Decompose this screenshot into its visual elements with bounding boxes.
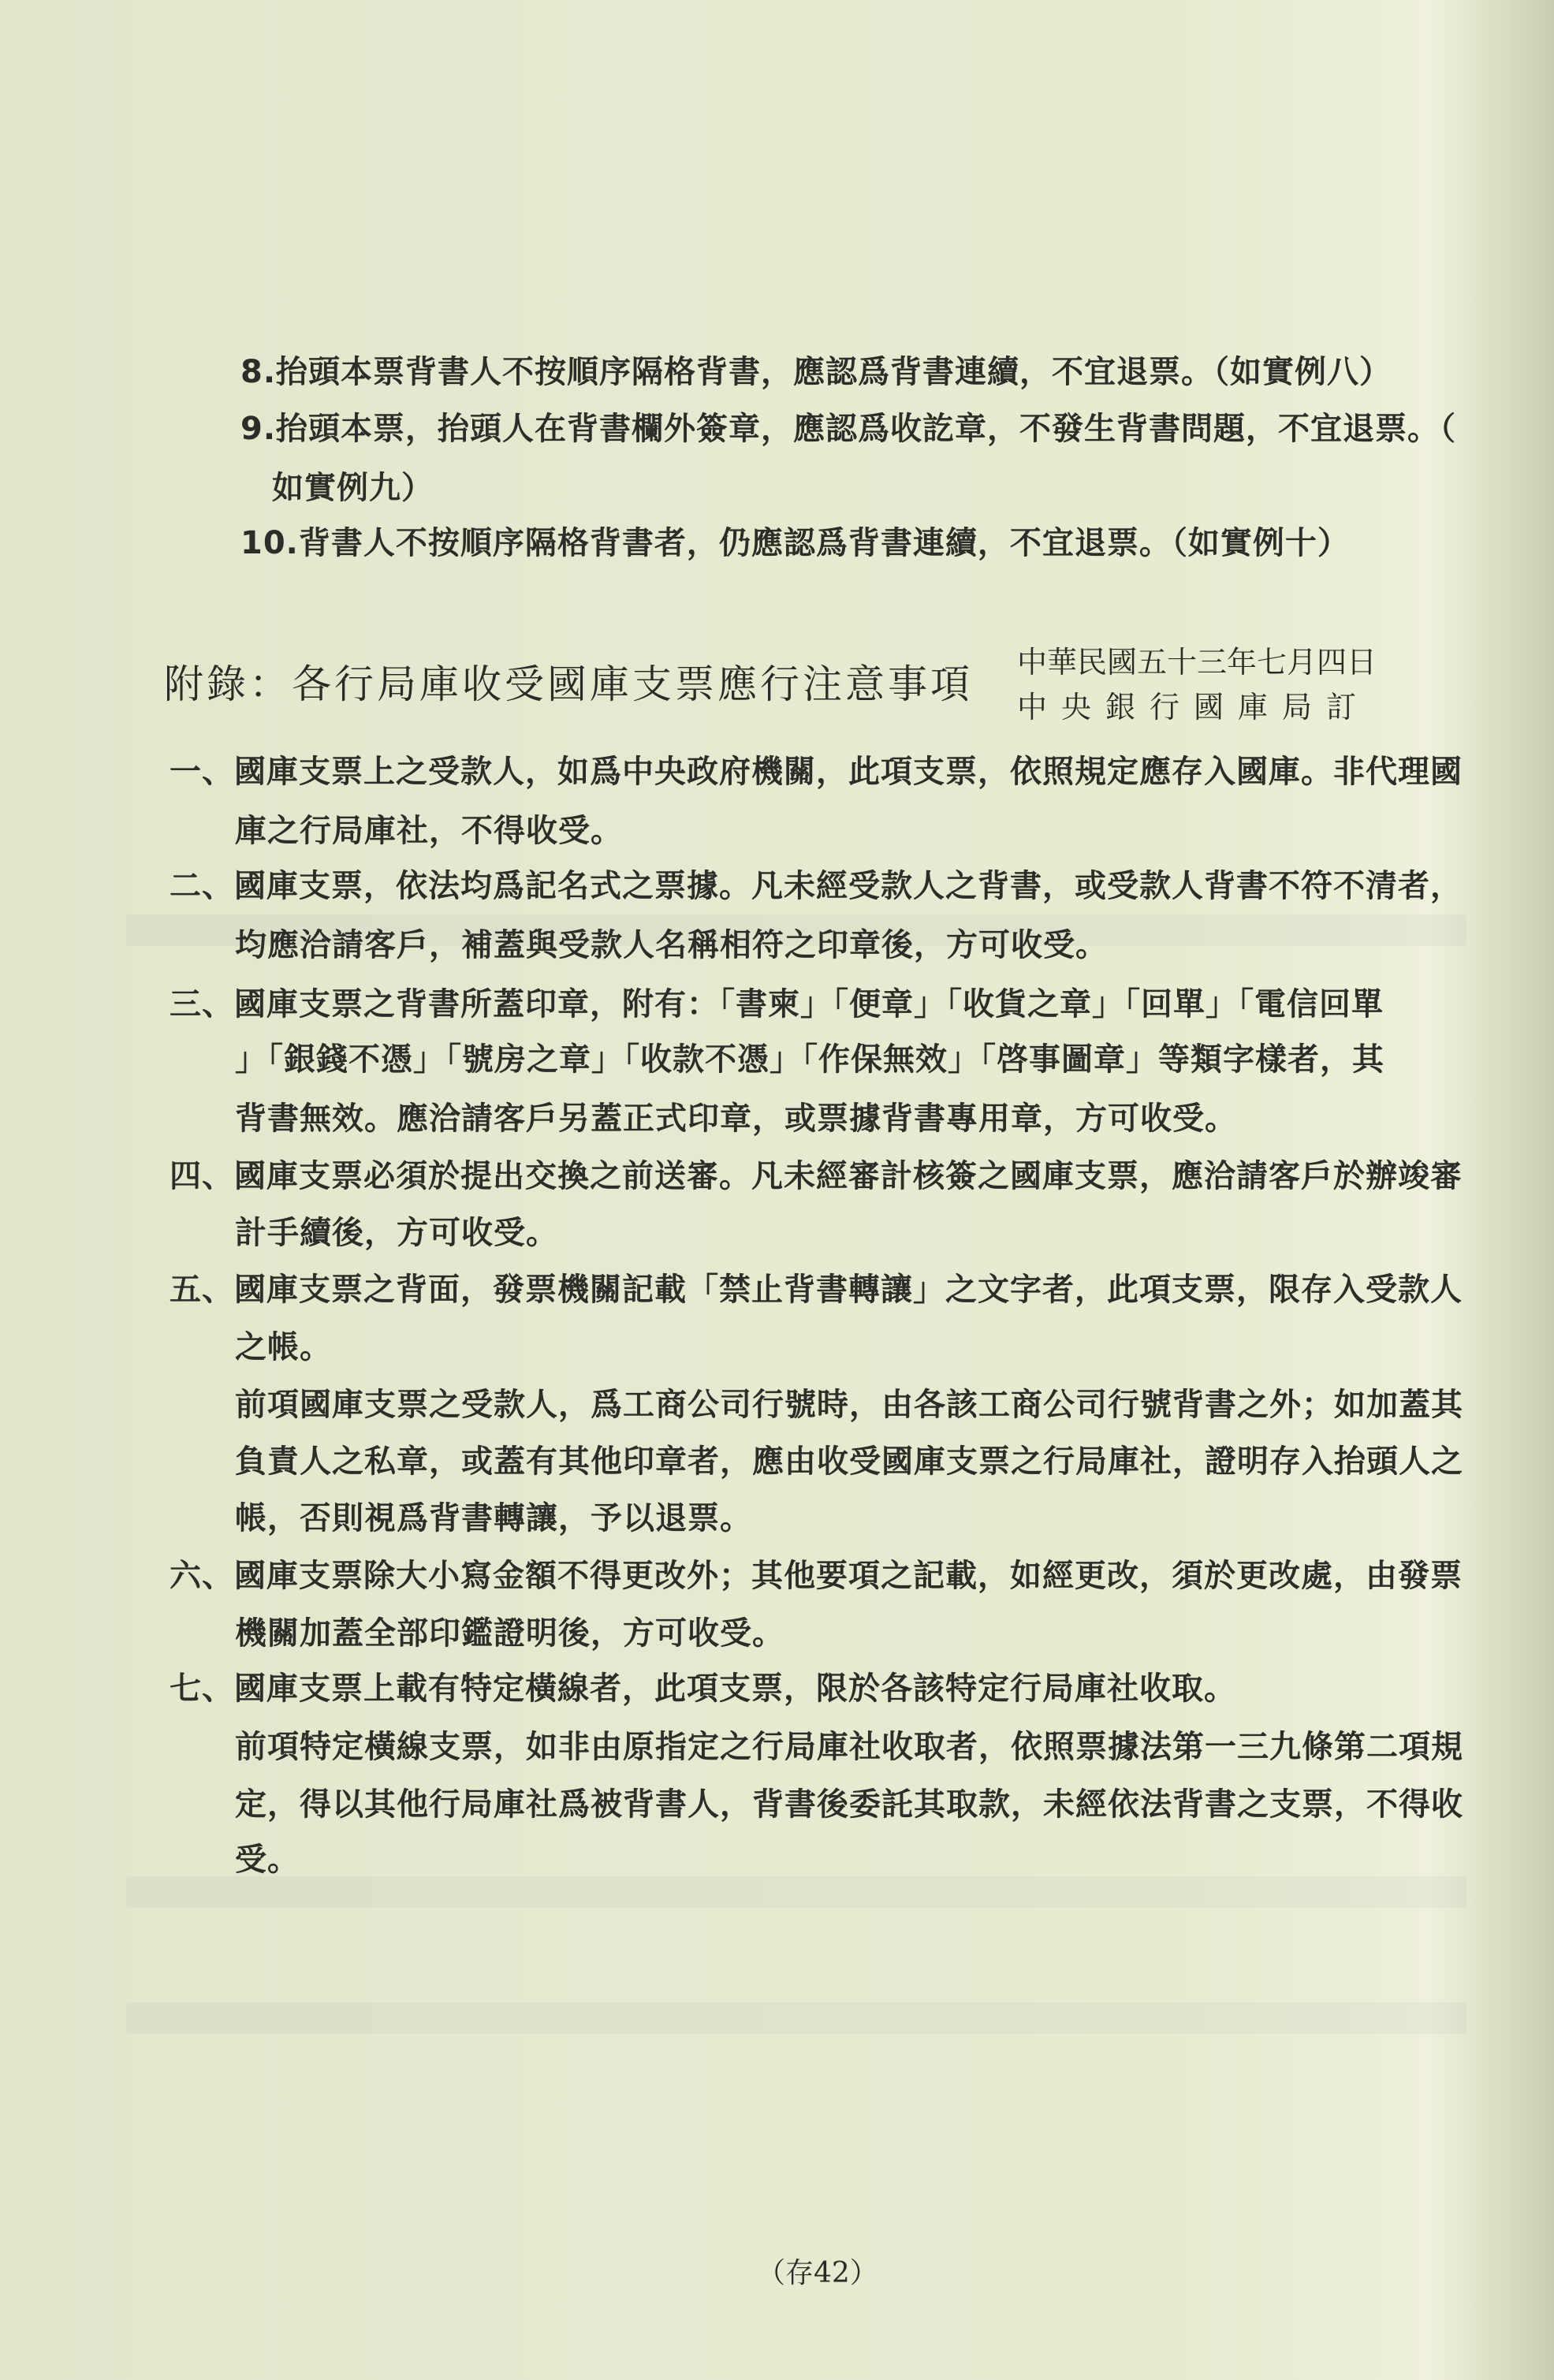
article-number: 六、 — [170, 1558, 234, 1594]
appendix-title: 附錄：各行局庫收受國庫支票應行注意事項 — [164, 661, 973, 707]
item-9 — [240, 410, 1456, 448]
item-8 — [240, 353, 1392, 391]
article-5-sub: 帳，否則視爲背書轉讓，予以退票。 — [235, 1500, 752, 1536]
item-number: 10. — [240, 525, 299, 561]
appendix-date: 中華民國五十三年七月四日 — [1017, 645, 1377, 680]
article-number: 五、 — [170, 1272, 234, 1308]
article-7-sub: 前項特定橫線支票，如非由原指定之行局庫社收取者，依照票據法第一三九條第二項規 — [235, 1729, 1463, 1765]
article-7-sub: 受。 — [235, 1842, 300, 1878]
item-number: 9. — [240, 411, 277, 447]
article-number: 四、 — [170, 1158, 234, 1194]
appendix-issuer: 中央銀行國庫局訂 — [1017, 690, 1371, 724]
article-2-cont: 均應洽請客戶，補蓋與受款人名稱相符之印章後，方可收受。 — [235, 927, 1108, 963]
item-text: 抬頭本票背書人不按順序隔格背書，應認爲背書連續，不宜退票。（如實例八） — [276, 354, 1392, 390]
article-text: 國庫支票上載有特定橫線者，此項支票，限於各該特定行局庫社收取。 — [234, 1670, 1236, 1707]
article-text: 國庫支票之背書所蓋印章，附有：「書柬」「便章」「收貨之章」「回單」「電信回單 — [234, 986, 1384, 1022]
article-7-sub: 定，得以其他行局庫社爲被背書人，背書後委託其取款，未經依法背書之支票，不得收 — [235, 1786, 1463, 1823]
page-number: （存42） — [757, 2257, 878, 2289]
article-5-cont: 之帳。 — [235, 1329, 332, 1365]
article-2 — [170, 867, 1463, 905]
article-4-cont: 計手續後，方可收受。 — [235, 1215, 558, 1251]
article-text: 國庫支票除大小寫金額不得更改外；其他要項之記載，如經更改，須於更改處，由發票 — [234, 1558, 1463, 1594]
bleed-through — [126, 1876, 1466, 1908]
item-number: 8. — [240, 354, 277, 390]
item-10 — [240, 524, 1350, 562]
article-6 — [170, 1557, 1463, 1595]
article-text: 國庫支票必須於提出交換之前送審。凡未經審計核簽之國庫支票，應洽請客戶於辦竣審 — [234, 1158, 1463, 1194]
article-3 — [170, 985, 1384, 1023]
article-text: 國庫支票上之受款人，如爲中央政府機關，此項支票，依照規定應存入國庫。非代理國 — [234, 754, 1463, 790]
article-5 — [170, 1271, 1463, 1309]
article-3-cont: 」「銀錢不憑」「號房之章」「收款不憑」「作保無效」「啓事圖章」等類字樣者，其 — [235, 1041, 1384, 1078]
article-number: 一、 — [170, 754, 234, 790]
article-1 — [170, 753, 1463, 791]
article-7 — [170, 1670, 1236, 1708]
article-5-sub: 負責人之私章，或蓋有其他印章者，應由收受國庫支票之行局庫社，證明存入抬頭人之 — [235, 1443, 1463, 1480]
item-text: 背書人不按順序隔格背書者，仍應認爲背書連續，不宜退票。（如實例十） — [298, 525, 1350, 561]
article-3-cont: 背書無效。應洽請客戶另蓋正式印章，或票據背書專用章，方可收受。 — [235, 1101, 1237, 1137]
item-text: 抬頭本票，抬頭人在背書欄外簽章，應認爲收訖章，不發生背書問題，不宜退票。（ — [276, 411, 1457, 447]
article-number: 二、 — [170, 868, 234, 904]
article-text: 國庫支票之背面，發票機關記載「禁止背書轉讓」之文字者，此項支票，限存入受款人 — [234, 1272, 1463, 1308]
article-text: 國庫支票，依法均爲記名式之票據。凡未經受款人之背書，或受款人背書不符不清者， — [234, 868, 1463, 904]
bleed-through — [126, 2002, 1466, 2034]
article-4 — [170, 1157, 1463, 1195]
article-number: 七、 — [170, 1670, 234, 1707]
article-1-cont: 庫之行局庫社，不得收受。 — [235, 813, 623, 849]
article-5-sub: 前項國庫支票之受款人，爲工商公司行號時，由各該工商公司行號背書之外；如加蓋其 — [235, 1387, 1463, 1423]
article-6-cont: 機關加蓋全部印鑑證明後，方可收受。 — [235, 1615, 784, 1652]
article-number: 三、 — [170, 986, 234, 1022]
item-9-cont: 如實例九） — [272, 470, 434, 506]
